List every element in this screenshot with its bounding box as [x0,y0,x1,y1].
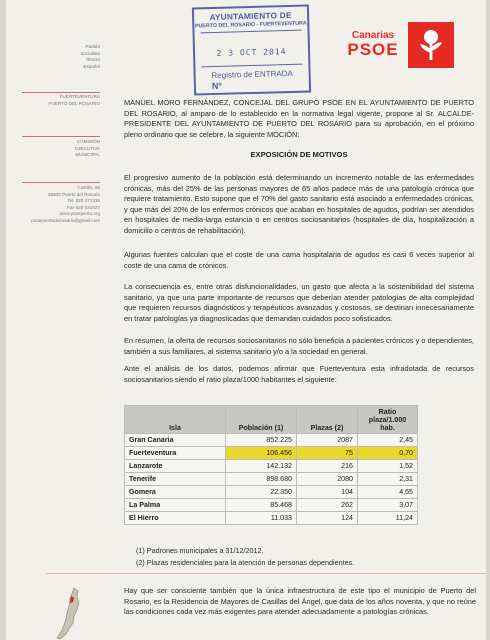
column-header: Ratio plaza/1.000 hab. [358,406,418,434]
table-row [125,473,418,486]
places-cell: 262 [297,499,358,512]
island-cell: Gran Canaria [125,434,226,447]
paragraph: Ante el análisis de los datos, podemos afirmar que Fuerteventura esta infradotada de recursos sociosanitarios siendo el ratio plaza/1000 habitantes el siguiente: [124,364,474,384]
ratio-cell: 4,65 [358,486,418,499]
document-page [6,0,486,640]
stamp-title: AYUNTAMIENTO DE [209,9,292,23]
island-cell: El Hierro [125,512,226,525]
ratio-cell: 2,45 [358,434,418,447]
island-cell: Fuerteventura [125,447,226,460]
population-cell: 22.350 [226,486,297,499]
places-cell: 216 [297,460,358,473]
sidebar-divider [22,92,100,93]
sidebar-text: www.psoejuerto.org [59,211,100,217]
population-cell: 11.033 [226,512,297,525]
table-row [125,499,418,512]
island-map-icon [54,586,88,640]
places-cell: 75 [297,447,358,460]
island-cell: Lanzarote [125,460,226,473]
places-cell: 104 [297,486,358,499]
sidebar-text: MUNICIPAL [75,152,100,158]
island-cell: Gomera [125,486,226,499]
page-divider [46,573,486,574]
party-logo-text [340,30,406,59]
party-name-block [14,44,100,70]
table-row [125,460,418,473]
sidebar-text: COMISIÓN [76,139,100,144]
population-cell: 85.468 [226,499,297,512]
ratio-cell: 2,31 [358,473,418,486]
ratio-table [124,405,418,525]
footnote: (2) Plazas residenciales para la atención de personas dependientes. [136,558,355,567]
stamp-date: 2 3 OCT 2014 [216,47,287,58]
registry-stamp [192,4,311,95]
population-cell: 106.456 [226,447,297,460]
sidebar-text: Obrero [85,57,100,63]
fuerteventura-map-icon [54,586,88,640]
column-header: Isla [125,406,226,434]
table-row [125,486,418,499]
stamp-rule [201,30,302,34]
sidebar-divider [22,136,100,137]
location-block [14,94,100,107]
sidebar-text: 35600 Puerto del Rosario [47,191,100,197]
commission-block [14,139,100,159]
sidebar-divider [22,182,100,183]
logo-party: PSOE [347,40,399,59]
table-row [125,512,418,525]
column-header: Población (1) [226,406,297,434]
column-header: Plazas (2) [297,406,358,434]
rose-icon [408,22,454,68]
places-cell: 2087 [297,434,358,447]
population-cell: 142.132 [226,460,297,473]
paragraph: En resumen, la oferta de recursos sociosanitarios no sólo beneficia a pacientes crónicos y o dependientes, también a sus familiares, al sistema sanitario y/o a la sociedad en general. [124,336,474,356]
sidebar-text: Tel. 928 471336 [67,198,100,204]
sidebar-text: FUERTEVENTURA [59,94,100,99]
population-cell: 852.225 [226,434,297,447]
sidebar-text: Fax 928 531027 [66,204,100,210]
ratio-cell: 0,70 [358,447,418,460]
island-cell: La Palma [125,499,226,512]
ratio-cell: 11,24 [358,512,418,525]
ratio-cell: 1,52 [358,460,418,473]
rose-logo-icon [408,22,454,68]
sidebar-text: Socialista [80,50,100,56]
places-cell: 124 [297,512,358,525]
sidebar-text: EJECUTIVA [75,145,100,151]
contact-block [14,185,100,225]
stamp-rule [201,64,302,68]
places-cell: 2080 [297,473,358,486]
sidebar-text: Castillo, 66 [77,185,100,190]
sidebar-text: Partido [85,44,100,49]
population-cell: 898.680 [226,473,297,486]
logo-region: Canarias [351,30,395,41]
footnote: (1) Padrones municipales a 31/12/2012. [136,546,264,555]
table-row-highlighted [125,447,418,460]
section-heading: EXPOSICIÓN DE MOTIVOS [250,150,348,159]
sidebar-text: Español [83,63,100,69]
stamp-subtitle: PUERTO DEL ROSARIO - FUERTEVENTURA [194,20,307,30]
paragraph: La consecuencia es, entre otras disfuncionalidades, un gasto que afecta a la sostenibilidad del sistema sanitario, ya que una parte importante de recursos que deberían atender patologías de alta complejidad que requieren recursos diagnósticos y terapéuticos avanzados y costosos, se destinan innecesariamente en tratar patologías ya diagnosticadas que demandan cuidados poco sofisticados. [124,282,474,323]
sidebar-text: psoepuertodelrosario@gmail.com [31,217,100,223]
closing-paragraph: Hay que ser consciente también que la única infraestructura de este tipo el municipio de Puerto del Rosario, es la Residencia de Mayores de Casillas del Ángel, que data de los años noventa, y que no reúne las condiciones cada vez más exigentes para atender adecuadamente a patologías crónicas. [124,586,476,616]
table-header-row [125,406,418,434]
stamp-number: Nº [211,80,222,92]
sidebar-text: PUERTO DEL ROSARIO [48,100,100,106]
stamp-registro: Registro de ENTRADA [211,68,293,81]
intro-paragraph: MANUEL MORO FERNÁNDEZ, CONCEJAL DEL GRUPO PSOE EN EL AYUNTAMIENTO DE PUERTO DEL ROSARIO, al amparo de lo establecido en la normativa legal vigente, propone al Sr. ALCALDE-PRESIDENTE DEL AYUNTAMIENTO DE PUERTO DEL ROSARIO para su aprobación, en el próximo pleno ordinario que se celebre, la siguiente MOCIÓN: [124,98,474,139]
table-row [125,434,418,447]
paragraph: Algunas fuentes calculan que el coste de una cama hospitalaria de agudos es casi 6 veces superior al coste de una cama de crónicos. [124,250,474,270]
island-cell: Tenerife [125,473,226,486]
ratio-cell: 3,07 [358,499,418,512]
paragraph: El progresivo aumento de la población está determinando un incremento notable de las enfermedades crónicas, más del 25% de las personas mayores de 65 años padece más de una patología crónica que requiere tratamiento. Esto supone que el 70% del gasto sanitario está asociado a enfermedades crónicas, y que más del 20% de los enfermos crónicos que acaban en hospitales de agudos, podrían ser atendidos en hospitales de media-larga estancia o en centros sociosanitarios (hospitales de día, hospitalización a domicilio o centros de rehabilitación). [124,173,474,235]
letterhead-sidebar [6,0,108,640]
